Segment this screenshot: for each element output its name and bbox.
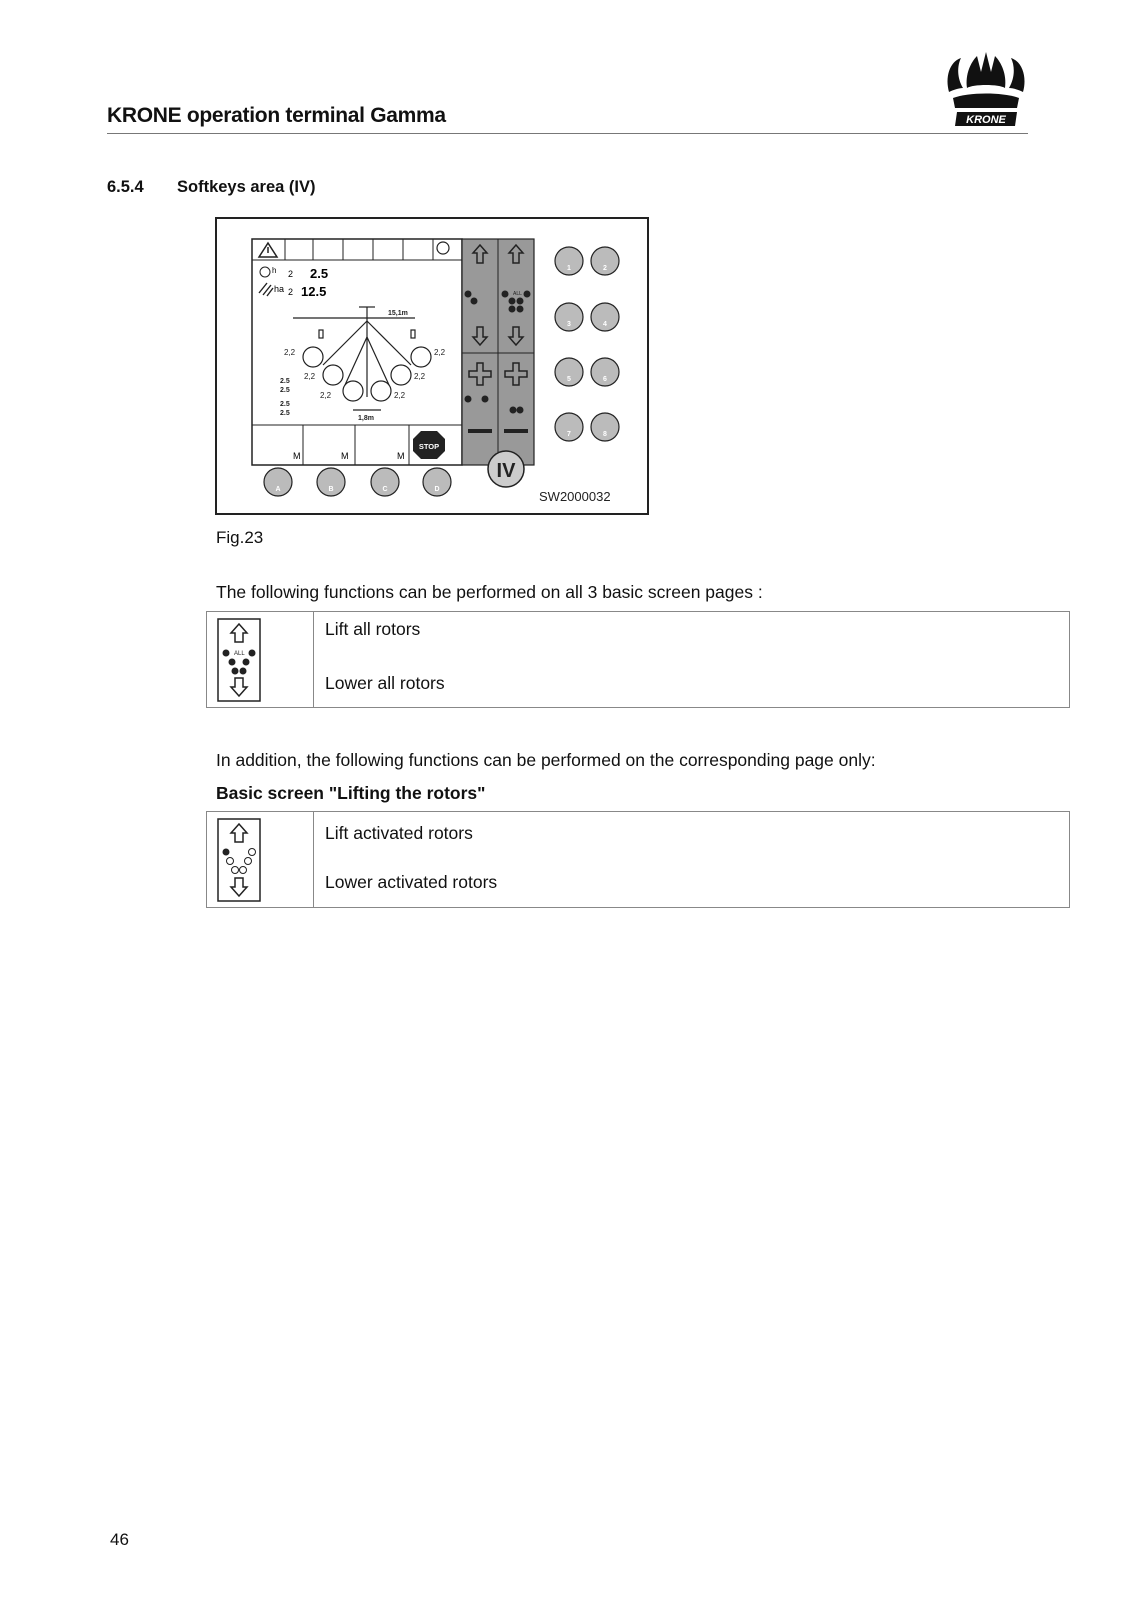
section-number: 6.5.4 xyxy=(107,178,144,196)
svg-text:2,2: 2,2 xyxy=(414,372,426,381)
svg-text:M: M xyxy=(397,451,405,461)
addition-paragraph: In addition, the following functions can be performed on the corresponding page only: xyxy=(216,750,876,770)
svg-text:7: 7 xyxy=(567,431,571,438)
svg-text:2.5: 2.5 xyxy=(310,266,329,281)
svg-text:2,2: 2,2 xyxy=(394,391,406,400)
svg-text:C: C xyxy=(382,486,388,493)
svg-text:2.5: 2.5 xyxy=(280,387,290,394)
svg-text:2,2: 2,2 xyxy=(304,372,316,381)
svg-text:2.5: 2.5 xyxy=(280,410,290,417)
svg-text:3: 3 xyxy=(567,321,571,328)
svg-text:2: 2 xyxy=(603,265,607,272)
svg-text:1: 1 xyxy=(567,265,571,272)
svg-text:5: 5 xyxy=(567,376,571,383)
description-cell xyxy=(314,812,1070,908)
terminal-figure xyxy=(215,217,649,515)
lift-lower-activated-rotors-icon xyxy=(217,818,261,902)
lift-all-rotors-text: Lift all rotors xyxy=(325,619,421,639)
svg-text:8: 8 xyxy=(603,431,607,438)
lift-lower-all-rotors-icon xyxy=(217,618,261,702)
lift-activated-rotors-text: Lift activated rotors xyxy=(325,823,473,843)
svg-text:1,8m: 1,8m xyxy=(358,415,374,422)
svg-text:2,2: 2,2 xyxy=(434,348,446,357)
header-divider xyxy=(107,133,1028,134)
subheading: Basic screen "Lifting the rotors" xyxy=(216,783,486,803)
section-title: Softkeys area (IV) xyxy=(177,178,316,196)
figure-caption: Fig.23 xyxy=(216,528,264,547)
svg-text:2,2: 2,2 xyxy=(320,391,332,400)
icon-cell xyxy=(207,812,314,908)
icon-cell xyxy=(207,612,314,708)
svg-text:2: 2 xyxy=(288,287,294,297)
function-table-all xyxy=(206,611,1070,708)
svg-text:ALL: ALL xyxy=(513,291,522,297)
document-title: KRONE operation terminal Gamma xyxy=(107,104,446,127)
krone-logo xyxy=(943,48,1029,128)
svg-text:2: 2 xyxy=(288,269,294,279)
lower-activated-rotors-text: Lower activated rotors xyxy=(325,872,498,892)
svg-text:6: 6 xyxy=(603,376,607,383)
svg-text:M: M xyxy=(293,451,301,461)
description-cell xyxy=(314,612,1070,708)
svg-text:STOP: STOP xyxy=(418,442,440,451)
svg-text:2.5: 2.5 xyxy=(280,401,290,408)
figure-id: SW2000032 xyxy=(539,489,611,504)
svg-text:2.5: 2.5 xyxy=(280,378,290,385)
stop-icon xyxy=(413,431,445,459)
svg-text:h: h xyxy=(272,266,277,275)
svg-text:15,1m: 15,1m xyxy=(388,310,408,317)
table-row xyxy=(207,612,1070,708)
svg-text:B: B xyxy=(328,486,334,493)
svg-text:M: M xyxy=(341,451,349,461)
intro-paragraph: The following functions can be performed on all 3 basic screen pages : xyxy=(216,582,763,602)
svg-text:ha: ha xyxy=(274,284,285,294)
lower-all-rotors-text: Lower all rotors xyxy=(325,673,445,693)
svg-text:D: D xyxy=(434,486,440,493)
svg-text:12.5: 12.5 xyxy=(301,284,327,299)
svg-text:A: A xyxy=(275,486,281,493)
svg-text:ALL: ALL xyxy=(234,651,245,657)
page-number: 46 xyxy=(110,1530,129,1549)
svg-text:2,2: 2,2 xyxy=(284,348,296,357)
area-iv-label: IV xyxy=(496,460,516,482)
function-table-activated xyxy=(206,811,1070,908)
table-row xyxy=(207,812,1070,908)
svg-text:4: 4 xyxy=(603,321,607,328)
logo-text: KRONE xyxy=(966,114,1006,126)
